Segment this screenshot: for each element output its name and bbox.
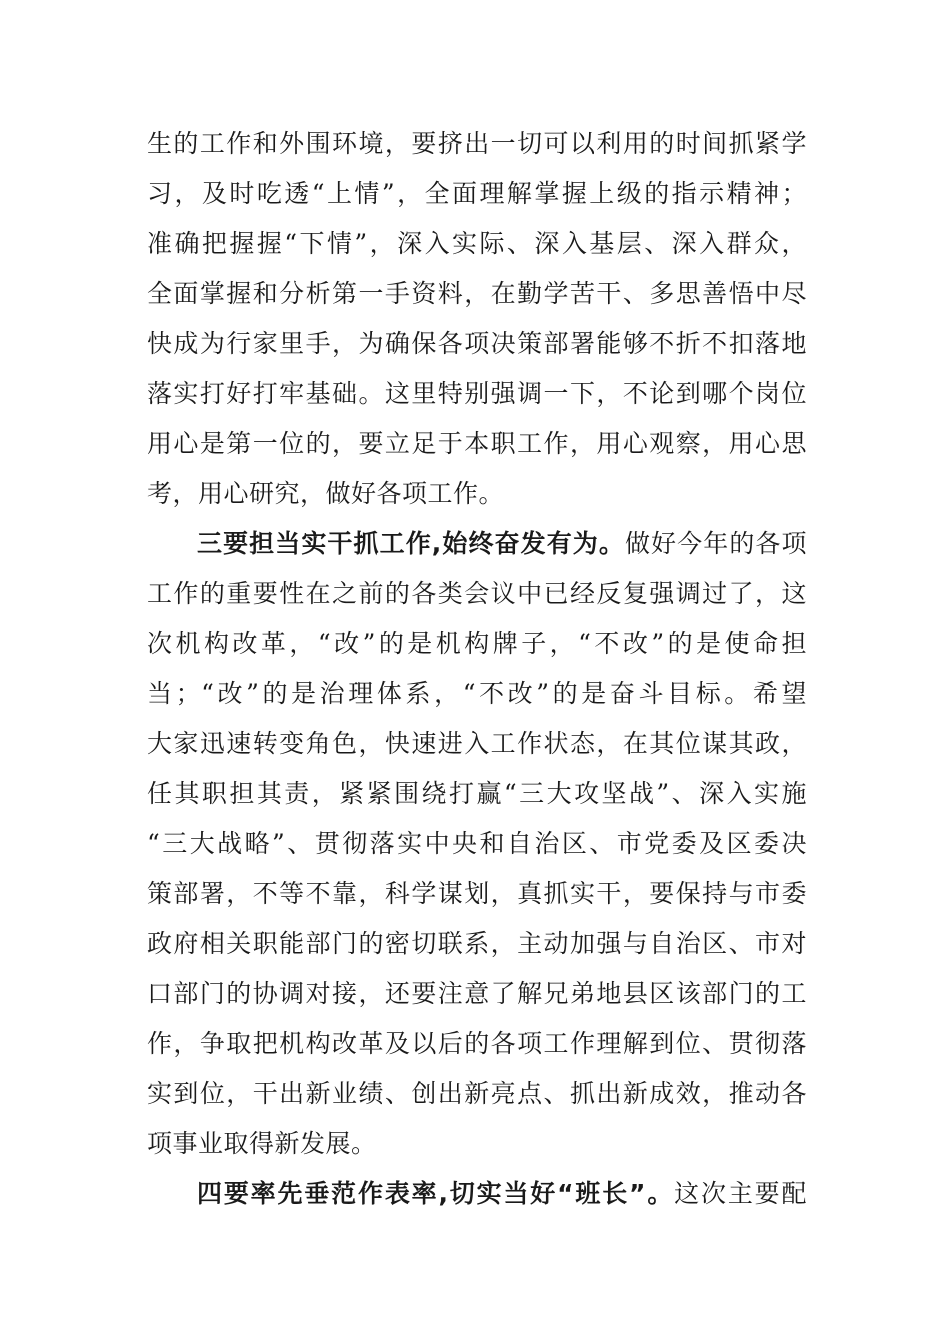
paragraph-2-line-11: 作，争取把机构改革及以后的各项工作理解到位、贯彻落: [147, 1029, 807, 1058]
paragraph-1-line-3: 准确把握握“下情”，深入实际、深入基层、深入群众，: [147, 229, 807, 258]
paragraph-2-line-9: 政府相关职能部门的密切联系，主动加强与自治区、市对: [147, 929, 807, 958]
paragraph-3-first-line: [197, 1174, 807, 1214]
paragraph-1-line-7: 用心是第一位的，要立足于本职工作，用心观察，用心思: [147, 429, 807, 458]
paragraph-1-line-6: 落实打好打牢基础。这里特别强调一下，不论到哪个岗位: [147, 379, 807, 408]
paragraph-2-line-13: 项事业取得新发展。: [147, 1129, 377, 1158]
section-heading-3: 三要担当实干抓工作,始终奋发有为。: [197, 529, 625, 558]
paragraph-1-line-4: 全面掌握和分析第一手资料，在勤学苦干、多思善悟中尽: [147, 279, 807, 308]
paragraph-2-line-6: 任其职担其责，紧紧围绕打赢“三大攻坚战”、深入实施: [147, 779, 807, 808]
paragraph-1-line-2: 习，及时吃透“上情”，全面理解掌握上级的指示精神；: [147, 179, 807, 208]
paragraph-2-line-5: 大家迅速转变角色，快速进入工作状态，在其位谋其政，: [147, 729, 807, 758]
paragraph-1-line-5: 快成为行家里手，为确保各项决策部署能够不折不扣落地: [147, 329, 807, 358]
paragraph-2-line-4: 当；“改”的是治理体系，“不改”的是奋斗目标。希望: [147, 679, 807, 708]
paragraph-3-first-line-text: 这次主要配: [674, 1179, 807, 1208]
paragraph-2-line-8: 策部署，不等不靠，科学谋划，真抓实干，要保持与市委: [147, 879, 807, 908]
paragraph-2-line-3: 次机构改革，“改”的是机构牌子，“不改”的是使命担: [147, 629, 807, 658]
paragraph-2-first-line-text: 做好今年的各项: [624, 529, 807, 558]
paragraph-2-line-10: 口部门的协调对接，还要注意了解兄弟地县区该部门的工: [147, 979, 807, 1008]
paragraph-2-line-2: 工作的重要性在之前的各类会议中已经反复强调过了，这: [147, 579, 807, 608]
paragraph-2-first-line: [197, 524, 807, 564]
paragraph-2-line-12: 实到位，干出新业绩、创出新亮点、抓出新成效，推动各: [147, 1079, 807, 1108]
paragraph-1-line-1: 生的工作和外围环境，要挤出一切可以利用的时间抓紧学: [147, 129, 807, 158]
paragraph-1-line-8: 考，用心研究，做好各项工作。: [147, 479, 505, 508]
section-heading-4: 四要率先垂范作表率,切实当好“班长”。: [197, 1179, 675, 1208]
paragraph-2-line-7: “三大战略”、贯彻落实中央和自治区、市党委及区委决: [147, 829, 807, 858]
